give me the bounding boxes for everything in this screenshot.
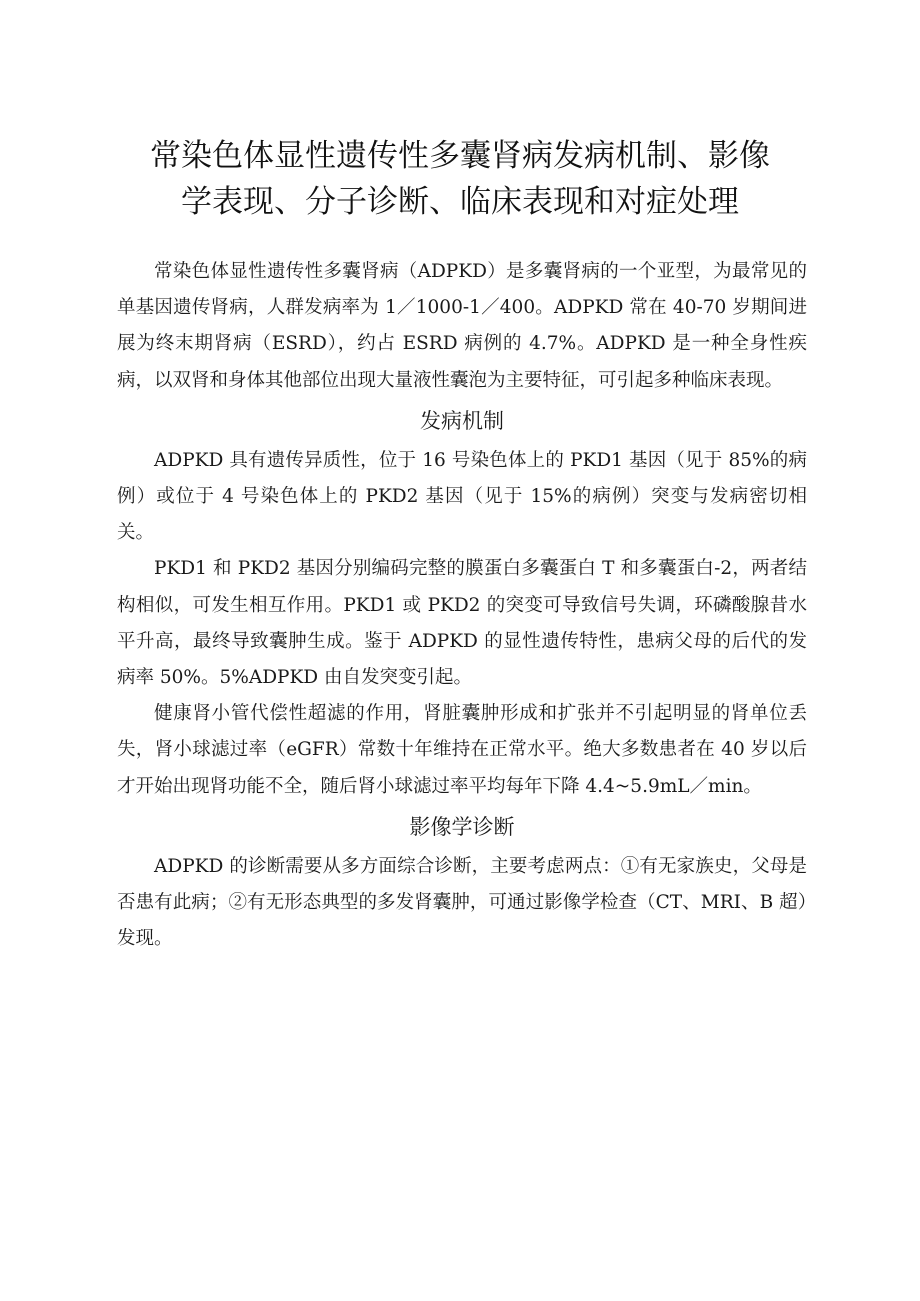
title-line-1: 常染色体显性遗传性多囊肾病发病机制、影像 <box>150 138 770 174</box>
document-body <box>117 254 807 957</box>
section-heading-imaging: 影像学诊断 <box>409 814 515 839</box>
pathogenesis-paragraph-3: 健康肾小管代偿性超滤的作用，肾脏囊肿形成和扩张并不引起明显的肾单位丢失，肾小球滤过率（eGFR）常数十年维持在正常水平。绝大多数患者在 40 岁以后才开始出现肾功能不全，随后肾小球滤过率平均每年下降 4.4~5.9mL／min。 <box>117 703 807 797</box>
intro-paragraph: 常染色体显性遗传性多囊肾病（ADPKD）是多囊肾病的一个亚型，为最常见的单基因遗传肾病，人群发病率为 1／1000-1／400。ADPKD 常在 40-70 岁期间进展为终末期肾病（ESRD），约占 ESRD 病例的 4.7%。ADPKD 是一种全身性疾病，以双肾和身体其他部位出现大量液性囊泡为主要特征，可引起多种临床表现。 <box>117 261 807 391</box>
pathogenesis-paragraph-1: ADPKD 具有遗传异质性，位于 16 号染色体上的 PKD1 基因（见于 85%的病例）或位于 4 号染色体上的 PKD2 基因（见于 15%的病例）突变与发病密切相关。 <box>117 449 807 544</box>
section-heading-pathogenesis: 发病机制 <box>420 408 504 433</box>
pathogenesis-paragraph-2: PKD1 和 PKD2 基因分别编码完整的膜蛋白多囊蛋白 T 和多囊蛋白-2，两者结构相似，可发生相互作用。PKD1 或 PKD2 的突变可导致信号失调，环磷酸腺昔水平升高，最终导致囊肿生成。鉴于 ADPKD 的显性遗传特性，患病父母的后代的发病率 50%。5%ADPKD 由自发突变引起。 <box>117 558 807 689</box>
imaging-paragraph-1: ADPKD 的诊断需要从多方面综合诊断，主要考虑两点：①有无家族史，父母是否患有此病；②有无形态典型的多发肾囊肿，可通过影像学检查（CT、MRI、B 超）发现。 <box>117 855 807 950</box>
document-title <box>0 133 920 225</box>
title-line-2: 学表现、分子诊断、临床表现和对症处理 <box>181 184 739 220</box>
